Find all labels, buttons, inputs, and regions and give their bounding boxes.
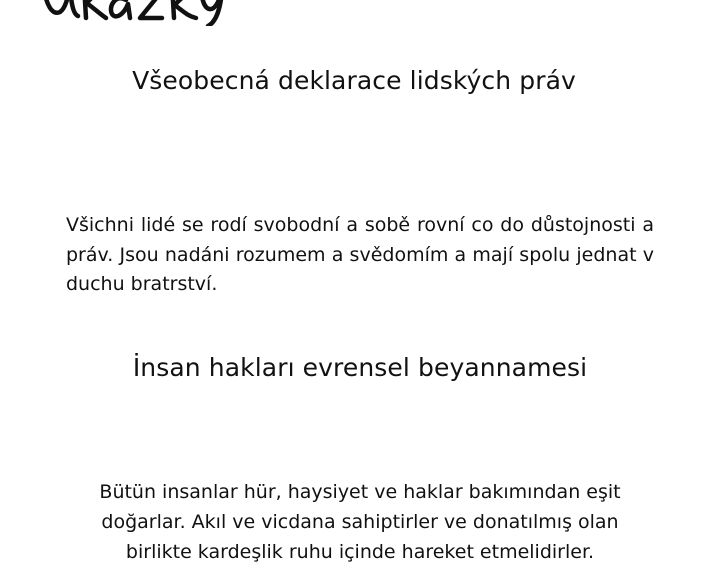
- czech-paragraph: Všichni lidé se rodí svobodní a sobě rovní co do důstojnosti a práv. Jsou nadáni rozumem a svědomím a mají spolu jednat v duchu bratrství.: [66, 214, 654, 295]
- handwritten-logo: [40, 0, 230, 26]
- czech-title: Všeobecná deklarace lidských práv: [132, 66, 576, 95]
- signature-icon: [40, 0, 230, 26]
- turkish-title: İnsan hakları evrensel beyannamesi: [132, 353, 588, 382]
- turkish-paragraph: Bütün insanlar hür, haysiyet ve haklar bakımından eşit doğarlar. Akıl ve vicdana sahiptirler ve donatılmış olan birlikte kardeşlik ruhu içinde hareket etmelidirler.: [99, 481, 621, 563]
